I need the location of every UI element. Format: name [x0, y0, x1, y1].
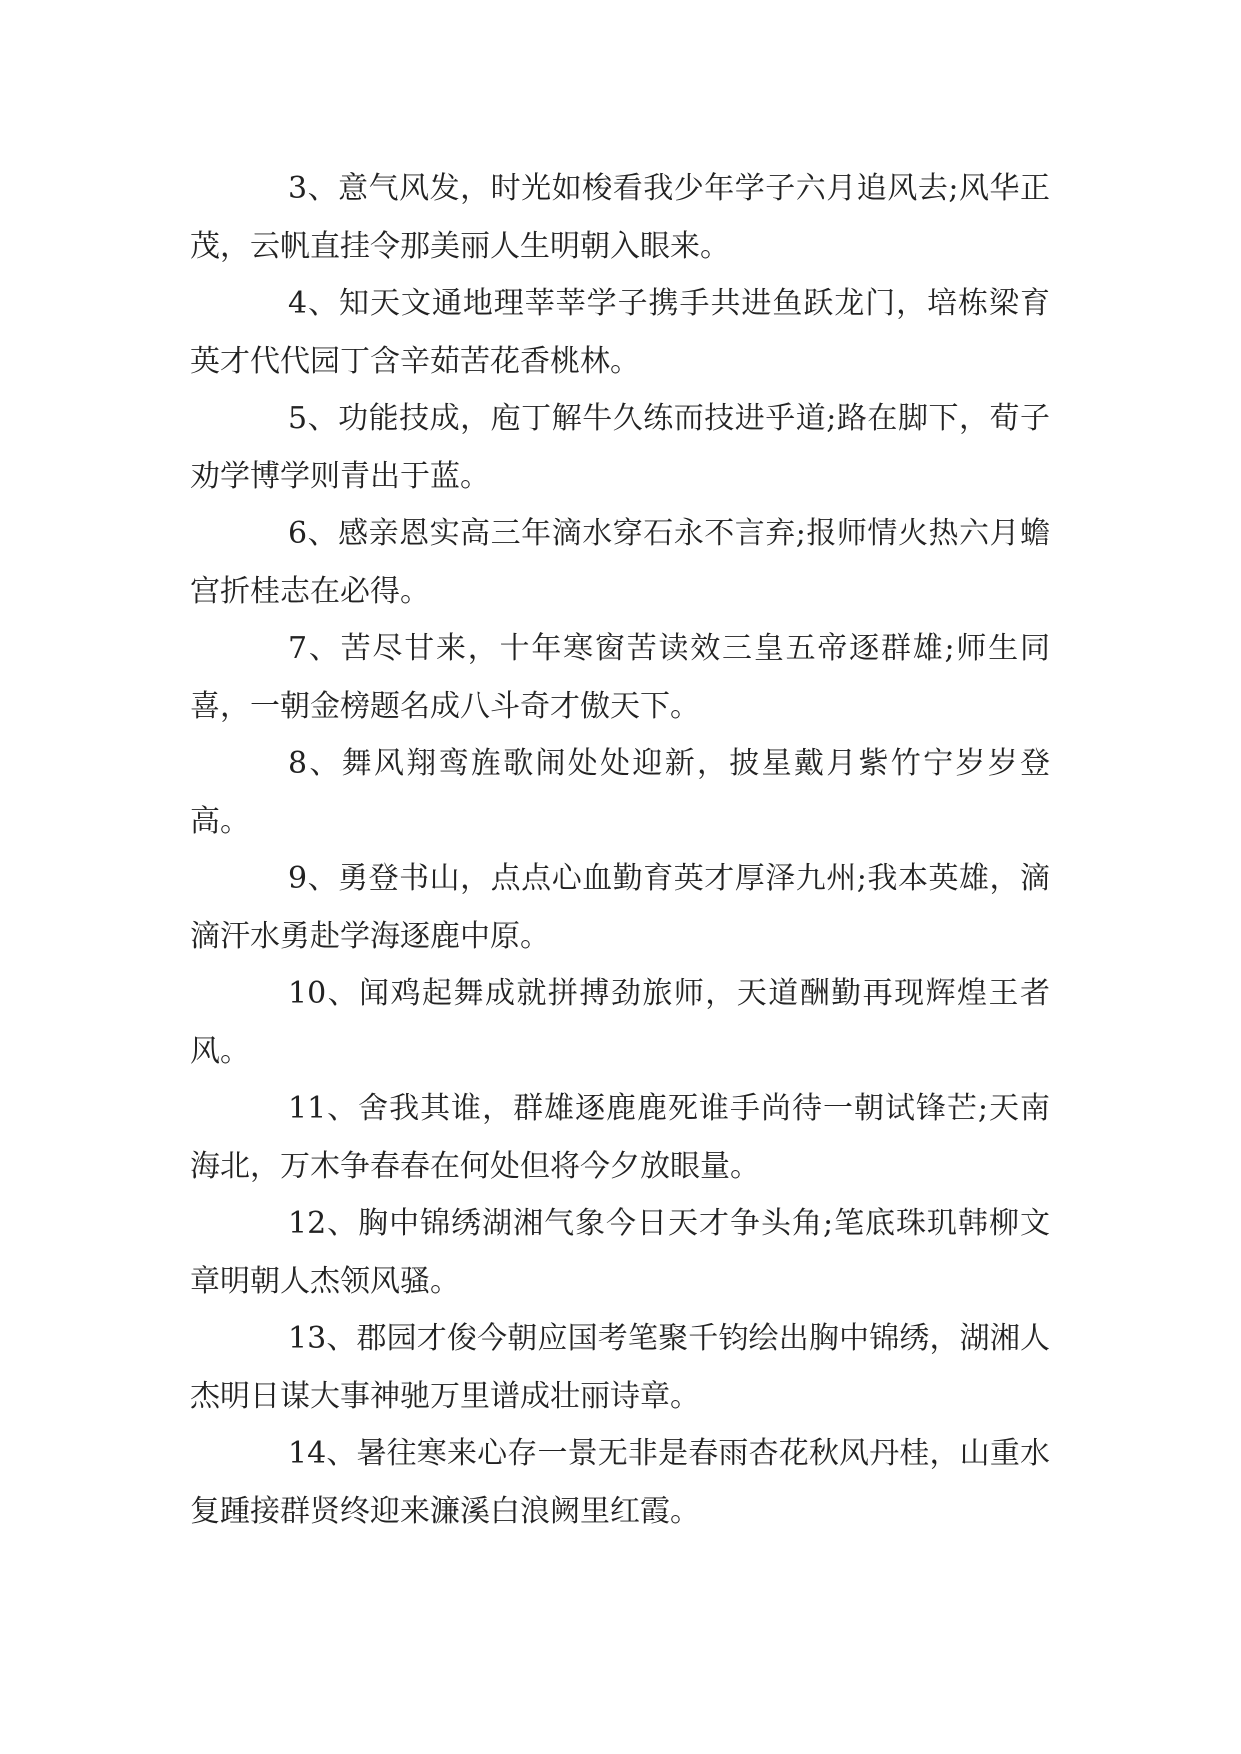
paragraph-couplet-7: 7、苦尽甘来，十年寒窗苦读效三皇五帝逐群雄;师生同喜，一朝金榜题名成八斗奇才傲天下。: [190, 631, 1050, 724]
paragraph-couplet-3: 3、意气风发，时光如梭看我少年学子六月追风去;风华正茂，云帆直挂令那美丽人生明朝入眼来。: [190, 171, 1050, 264]
paragraph-couplet-9: 9、勇登书山，点点心血勤育英才厚泽九州;我本英雄，滴滴汗水勇赴学海逐鹿中原。: [190, 861, 1050, 954]
paragraph-couplet-12: 12、胸中锦绣湖湘气象今日天才争头角;笔底珠玑韩柳文章明朝人杰领风骚。: [190, 1206, 1050, 1299]
paragraph-couplet-11: 11、舍我其谁，群雄逐鹿鹿死谁手尚待一朝试锋芒;天南海北，万木争春春在何处但将今夕放眼量。: [190, 1091, 1050, 1184]
paragraph-couplet-6: 6、感亲恩实高三年滴水穿石永不言弃;报师情火热六月蟾宫折桂志在必得。: [190, 516, 1050, 609]
paragraph-couplet-8: 8、舞风翔鸾旌歌闹处处迎新，披星戴月紫竹宁岁岁登高。: [190, 746, 1050, 839]
paragraph-couplet-13: 13、郡园才俊今朝应国考笔聚千钧绘出胸中锦绣，湖湘人杰明日谋大事神驰万里谱成壮丽诗章。: [190, 1321, 1050, 1414]
paragraph-couplet-5: 5、功能技成，庖丁解牛久练而技进乎道;路在脚下，荀子劝学博学则青出于蓝。: [190, 401, 1050, 494]
paragraph-couplet-14: 14、暑往寒来心存一景无非是春雨杏花秋风丹桂，山重水复踵接群贤终迎来濂溪白浪阙里红霞。: [190, 1436, 1050, 1529]
paragraph-couplet-10: 10、闻鸡起舞成就拼搏劲旅师，天道酬勤再现辉煌王者风。: [190, 976, 1050, 1069]
document-body: [190, 160, 1050, 1540]
paragraph-couplet-4: 4、知天文通地理莘莘学子携手共进鱼跃龙门，培栋梁育英才代代园丁含辛茹苦花香桃林。: [190, 286, 1050, 379]
